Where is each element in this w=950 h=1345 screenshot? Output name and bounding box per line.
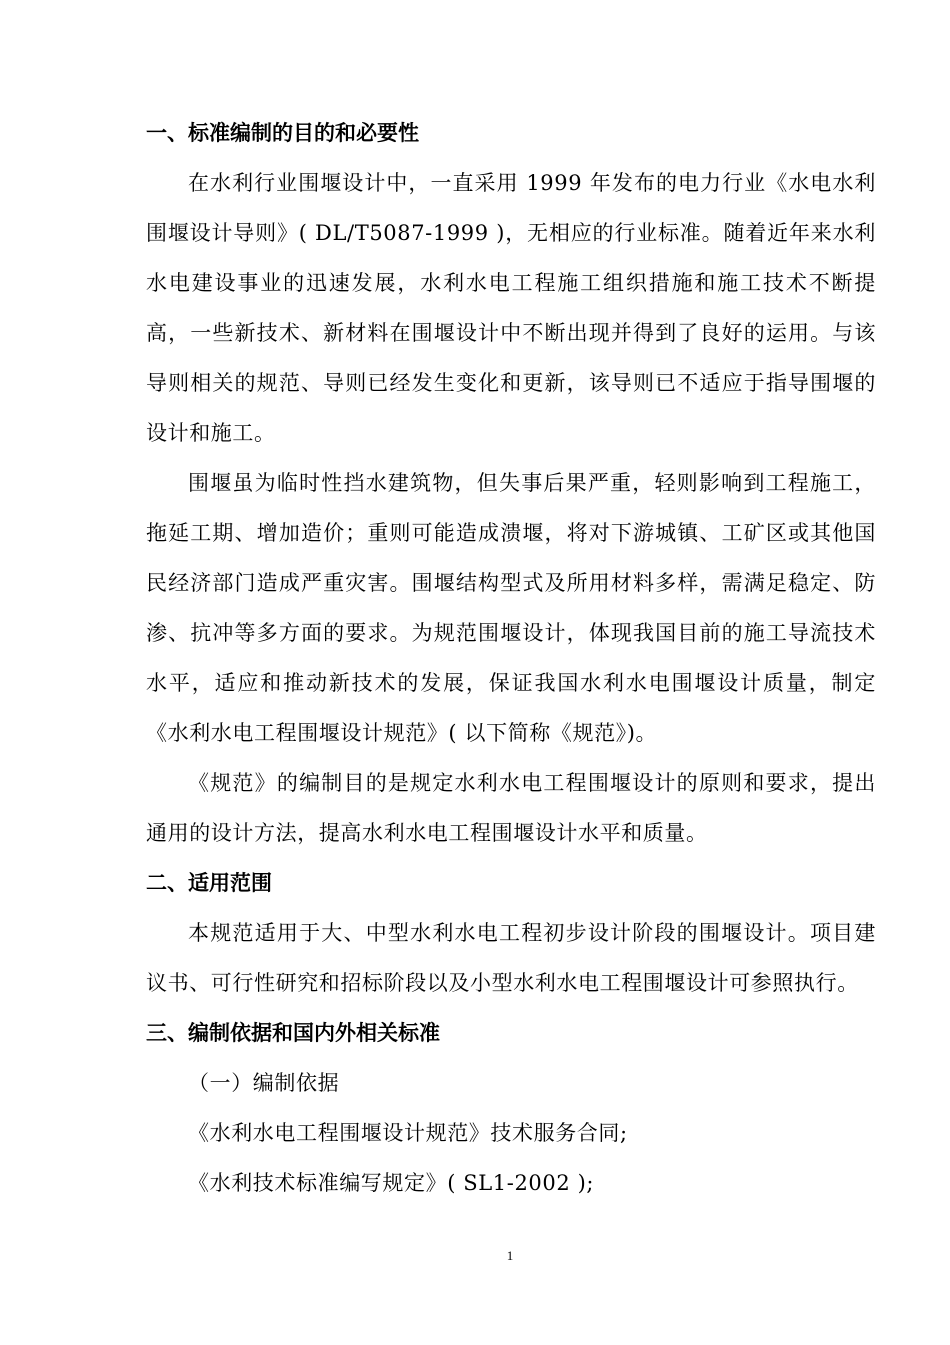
paragraph-background: 在水利行业围堰设计中，一直采用 1999 年发布的电力行业《水电水利围堰设计导则》( DL/T5087-1999 )，无相应的行业标准。随着近年来水利水电建设事业的迅速发展，水利水电工程施工组织措施和施工技术不断提高，一些新技术、新材料在围堰设计中不断出现并得到了良好的运用。与该导则相关的规范、导则已经发生变化和更新，该导则已不适应于指导围堰的设计和施工。 bbox=[146, 171, 876, 445]
subheading-basis: （一）编制依据 bbox=[188, 1071, 340, 1095]
paragraph-necessity: 围堰虽为临时性挡水建筑物，但失事后果严重，轻则影响到工程施工，拖延工期、增加造价；重则可能造成溃堰，将对下游城镇、工矿区或其他国民经济部门造成严重灾害。围堰结构型式及所用材料多样，需满足稳定、防渗、抗冲等多方面的要求。为规范围堰设计，体现我国目前的施工导流技术水平，适应和推动新技术的发展，保证我国水利水电围堰设计质量，制定《水利水电工程围堰设计规范》( 以下简称《规范》)。 bbox=[146, 471, 876, 745]
section-heading-scope: 二、适用范围 bbox=[146, 871, 272, 895]
document-page bbox=[146, 108, 876, 1208]
section-heading-purpose: 一、标准编制的目的和必要性 bbox=[146, 121, 419, 145]
paragraph-scope: 本规范适用于大、中型水利水电工程初步设计阶段的围堰设计。项目建议书、可行性研究和招标阶段以及小型水利水电工程围堰设计可参照执行。 bbox=[146, 921, 876, 995]
list-item-contract: 《水利水电工程围堰设计规范》技术服务合同; bbox=[188, 1121, 628, 1145]
paragraph-purpose: 《规范》的编制目的是规定水利水电工程围堰设计的原则和要求，提出通用的设计方法，提高水利水电工程围堰设计水平和质量。 bbox=[146, 771, 876, 845]
list-item-standard: 《水利技术标准编写规定》( SL1-2002 ); bbox=[188, 1171, 595, 1195]
section-heading-basis: 三、编制依据和国内外相关标准 bbox=[146, 1021, 440, 1045]
page-number: 1 bbox=[506, 1248, 514, 1263]
